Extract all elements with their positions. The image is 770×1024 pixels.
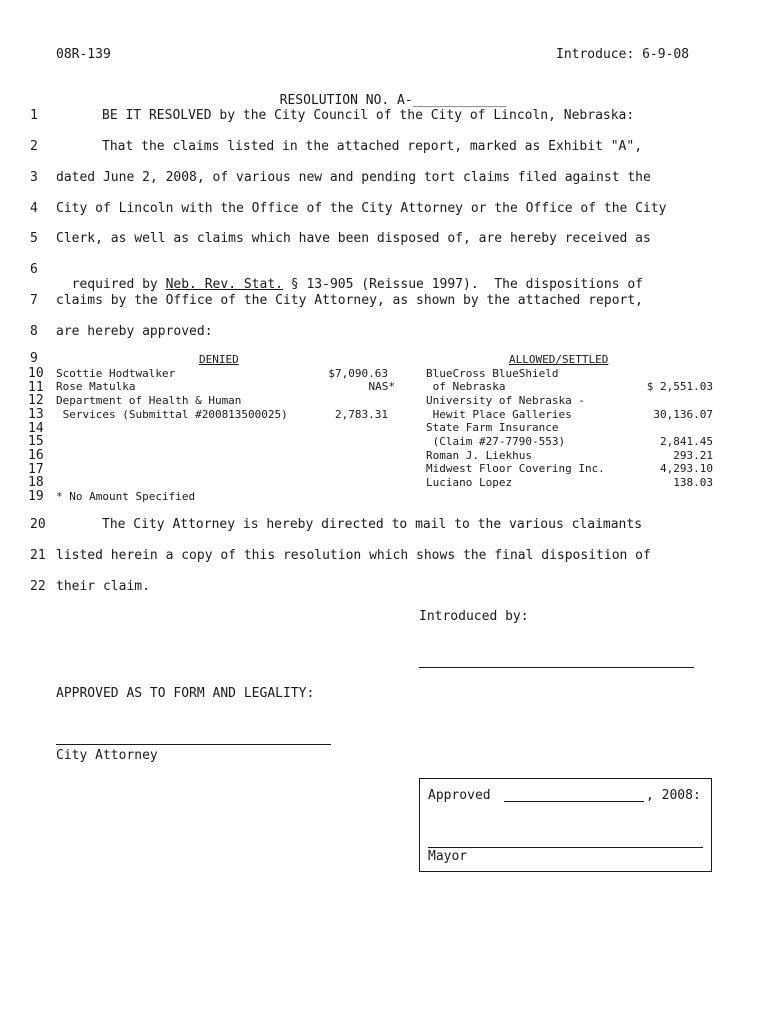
body-line-3: dated June 2, 2008, of various new and pending tort claims filed against the xyxy=(56,170,651,185)
approved-as-to-form-label: APPROVED AS TO FORM AND LEGALITY: xyxy=(56,686,315,701)
footnote: * No Amount Specified xyxy=(56,490,196,503)
allowed-claimant: of Nebraska xyxy=(426,380,506,393)
line-number: 21 xyxy=(30,548,46,563)
body-line-6-lead: required by xyxy=(71,277,166,292)
introduce-date: Introduce: 6-9-08 xyxy=(556,47,690,62)
allowed-claimant: Hewit Place Galleries xyxy=(426,408,572,421)
line-number: 13 xyxy=(28,407,44,422)
mayor-signature-line xyxy=(428,847,703,848)
allowed-amount: 30,136.07 xyxy=(653,408,713,421)
allowed-claimant: State Farm Insurance xyxy=(426,421,559,434)
line-number: 19 xyxy=(28,489,44,504)
line-number: 14 xyxy=(28,421,44,436)
approved-label: Approved xyxy=(428,788,491,803)
denied-claimant: Department of Health & Human xyxy=(56,394,242,407)
allowed-claimant: Luciano Lopez xyxy=(426,476,513,489)
line-number: 5 xyxy=(30,231,38,246)
denied-amount: 2,783.31 xyxy=(335,408,388,421)
denied-amount: $7,090.63 xyxy=(328,367,388,380)
allowed-amount: 4,293.10 xyxy=(660,462,713,475)
city-attorney-label: City Attorney xyxy=(56,748,158,763)
body-line-8: are hereby approved: xyxy=(56,324,213,339)
line-number: 7 xyxy=(30,293,38,308)
allowed-claimant: Roman J. Liekhus xyxy=(426,449,532,462)
line-number: 16 xyxy=(28,448,44,463)
resolution-title xyxy=(264,78,507,108)
line-number: 18 xyxy=(28,475,44,490)
denied-claimant: Scottie Hodtwalker xyxy=(56,367,176,380)
statute-citation: Neb. Rev. Stat. xyxy=(165,277,283,292)
line-number: 12 xyxy=(28,393,44,408)
allowed-amount: 2,841.45 xyxy=(660,435,713,448)
line-number: 3 xyxy=(30,170,38,185)
denied-claimant: Services (Submittal #200813500025) xyxy=(56,408,288,421)
line-number: 22 xyxy=(30,579,46,594)
line-number: 6 xyxy=(30,262,38,277)
allowed-amount: 138.03 xyxy=(673,476,713,489)
line-number: 20 xyxy=(30,517,46,532)
resolution-number-blank: ____________ xyxy=(412,93,507,108)
body-line-21: listed herein a copy of this resolution which shows the final disposition of xyxy=(56,548,651,563)
denied-claimant: Rose Matulka xyxy=(56,380,136,393)
document-number: 08R-139 xyxy=(56,47,111,62)
line-number: 8 xyxy=(30,324,38,339)
body-line-7: claims by the Office of the City Attorney, as shown by the attached report, xyxy=(56,293,643,308)
allowed-claimant: University of Nebraska - xyxy=(426,394,585,407)
line-number: 15 xyxy=(28,434,44,449)
line-number: 11 xyxy=(28,380,44,395)
approval-date-line xyxy=(504,801,644,802)
allowed-claimant: Midwest Floor Covering Inc. xyxy=(426,462,605,475)
denied-amount: NAS* xyxy=(368,380,395,393)
line-number: 4 xyxy=(30,201,38,216)
mayor-approval-box xyxy=(419,778,712,872)
allowed-claimant: BlueCross BlueShield xyxy=(426,367,559,380)
body-line-20: The City Attorney is hereby directed to mail to the various claimants xyxy=(102,517,643,532)
allowed-amount: $ 2,551.03 xyxy=(646,380,713,393)
body-line-1: BE IT RESOLVED by the City Council of the City of Lincoln, Nebraska: xyxy=(102,108,635,123)
line-number: 17 xyxy=(28,462,44,477)
allowed-amount: 293.21 xyxy=(673,449,713,462)
body-line-6 xyxy=(56,262,643,292)
city-attorney-signature-line xyxy=(56,744,331,745)
line-number: 2 xyxy=(30,139,38,154)
introducer-signature-line xyxy=(419,667,694,668)
body-line-5: Clerk, as well as claims which have been disposed of, are hereby received as xyxy=(56,231,651,246)
introduced-by-label: Introduced by: xyxy=(419,609,529,624)
line-number: 1 xyxy=(30,108,38,123)
allowed-heading: ALLOWED/SETTLED xyxy=(509,353,609,366)
denied-heading: DENIED xyxy=(199,353,239,366)
allowed-claimant: (Claim #27-7790-553) xyxy=(426,435,566,448)
body-line-2: That the claims listed in the attached report, marked as Exhibit "A", xyxy=(102,139,643,154)
line-number: 9 xyxy=(30,351,38,366)
approval-year: , 2008: xyxy=(646,788,701,803)
mayor-label: Mayor xyxy=(428,849,468,864)
body-line-22: their claim. xyxy=(56,579,150,594)
body-line-4: City of Lincoln with the Office of the City Attorney or the Office of the City xyxy=(56,201,667,216)
body-line-6-tail: § 13-905 (Reissue 1997). The dispositions of xyxy=(282,277,644,292)
resolution-title-text: RESOLUTION NO. A- xyxy=(279,93,413,108)
line-number: 10 xyxy=(28,366,44,381)
